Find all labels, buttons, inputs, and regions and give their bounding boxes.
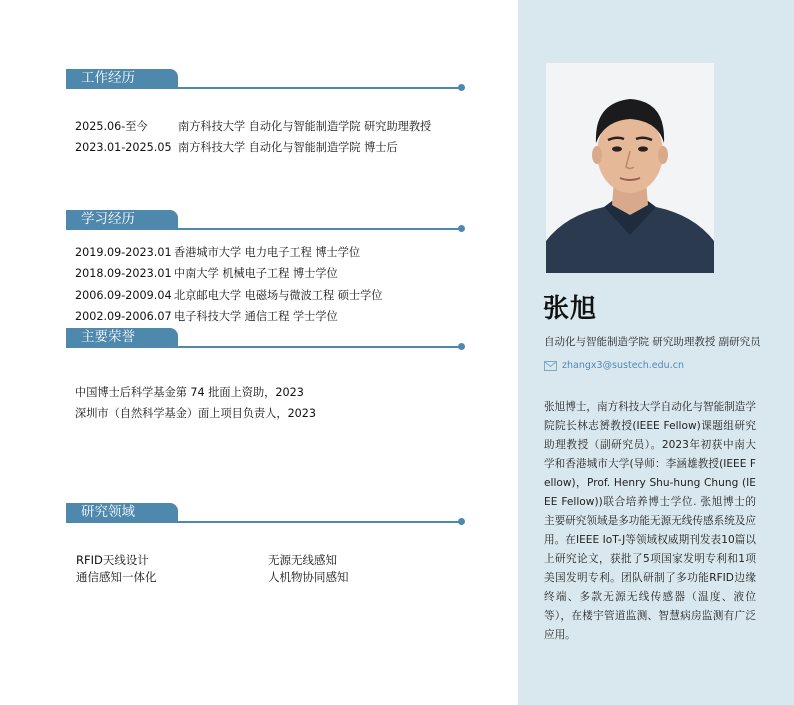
section-title: 学习经历 <box>66 210 178 229</box>
education-date: 2002.09-2006.07 <box>75 310 172 323</box>
education-date: 2006.09-2009.04 <box>75 289 172 302</box>
section-dot <box>458 343 465 350</box>
section-education-header <box>66 210 466 230</box>
education-date: 2019.09-2023.01 <box>75 246 172 259</box>
research-item: 无源无线感知 <box>268 553 337 567</box>
education-row <box>75 244 360 260</box>
section-title: 研究领域 <box>66 503 178 522</box>
education-text: 中南大学 机械电子工程 博士学位 <box>174 267 338 280</box>
work-text: 南方科技大学 自动化与智能制造学院 研究助理教授 <box>178 120 432 133</box>
profile-email[interactable] <box>544 360 684 371</box>
profile-bio: 张旭博士，南方科技大学自动化与智能制造学院院长林志赟教授(IEEE Fellow)课题组研究助理教授（副研究员）。2023年初获中南大学和香港城市大学(导师：李涵雄教授(IEEE Fellow)，Prof. Henry Shu-hung Chung (IEEE Fellow))联合培养博士学位. 张旭博士的主要研究领域是多功能无源无线传感系统及应用。在IEEE IoT-J等领域权威期刊发表10篇以上研究论文，获批了5项国家发明专利和1项美国发明专利。团队研制了多功能RFID边缘终端、多款无源无线传感器（温度、液位等），在楼宇管道监测、智慧病房监测有广泛应用。 <box>544 401 756 641</box>
work-date: 2025.06-至今 <box>75 120 148 133</box>
education-date: 2018.09-2023.01 <box>75 267 172 280</box>
email-text[interactable]: zhangx3@sustech.edu.cn <box>562 360 684 371</box>
profile-photo <box>546 63 714 273</box>
section-dot <box>458 225 465 232</box>
education-text: 电子科技大学 通信工程 学士学位 <box>174 310 338 323</box>
section-divider <box>66 521 462 523</box>
section-research-header <box>66 503 466 523</box>
section-title: 主要荣誉 <box>66 328 178 347</box>
education-text: 北京邮电大学 电磁场与微波工程 硕士学位 <box>174 289 383 302</box>
section-divider <box>66 346 462 348</box>
portrait-illustration <box>546 63 714 273</box>
education-row <box>75 308 338 324</box>
education-row <box>75 287 383 303</box>
honor-item: 中国博士后科学基金第 74 批面上资助，2023 <box>75 386 304 399</box>
section-title: 工作经历 <box>66 69 178 88</box>
research-item: RFID天线设计 <box>76 553 149 567</box>
work-date: 2023.01-2025.05 <box>75 141 172 154</box>
profile-affiliation: 自动化与智能制造学院 研究助理教授 副研究员 <box>544 336 761 348</box>
section-dot <box>458 518 465 525</box>
education-text: 香港城市大学 电力电子工程 博士学位 <box>174 246 361 259</box>
work-text: 南方科技大学 自动化与智能制造学院 博士后 <box>178 141 398 154</box>
profile-name: 张旭 <box>543 294 598 324</box>
section-divider <box>66 87 462 89</box>
education-row <box>75 265 338 281</box>
section-honors-header <box>66 328 466 348</box>
envelope-icon <box>544 361 557 371</box>
research-item: 通信感知一体化 <box>76 570 157 584</box>
section-work-header <box>66 69 466 89</box>
section-divider <box>66 228 462 230</box>
work-row <box>75 139 398 155</box>
honor-item: 深圳市（自然科学基金）面上项目负责人，2023 <box>75 407 317 420</box>
work-row <box>75 118 431 134</box>
section-dot <box>458 84 465 91</box>
profile-panel <box>518 0 794 705</box>
research-item: 人机物协同感知 <box>268 570 349 584</box>
